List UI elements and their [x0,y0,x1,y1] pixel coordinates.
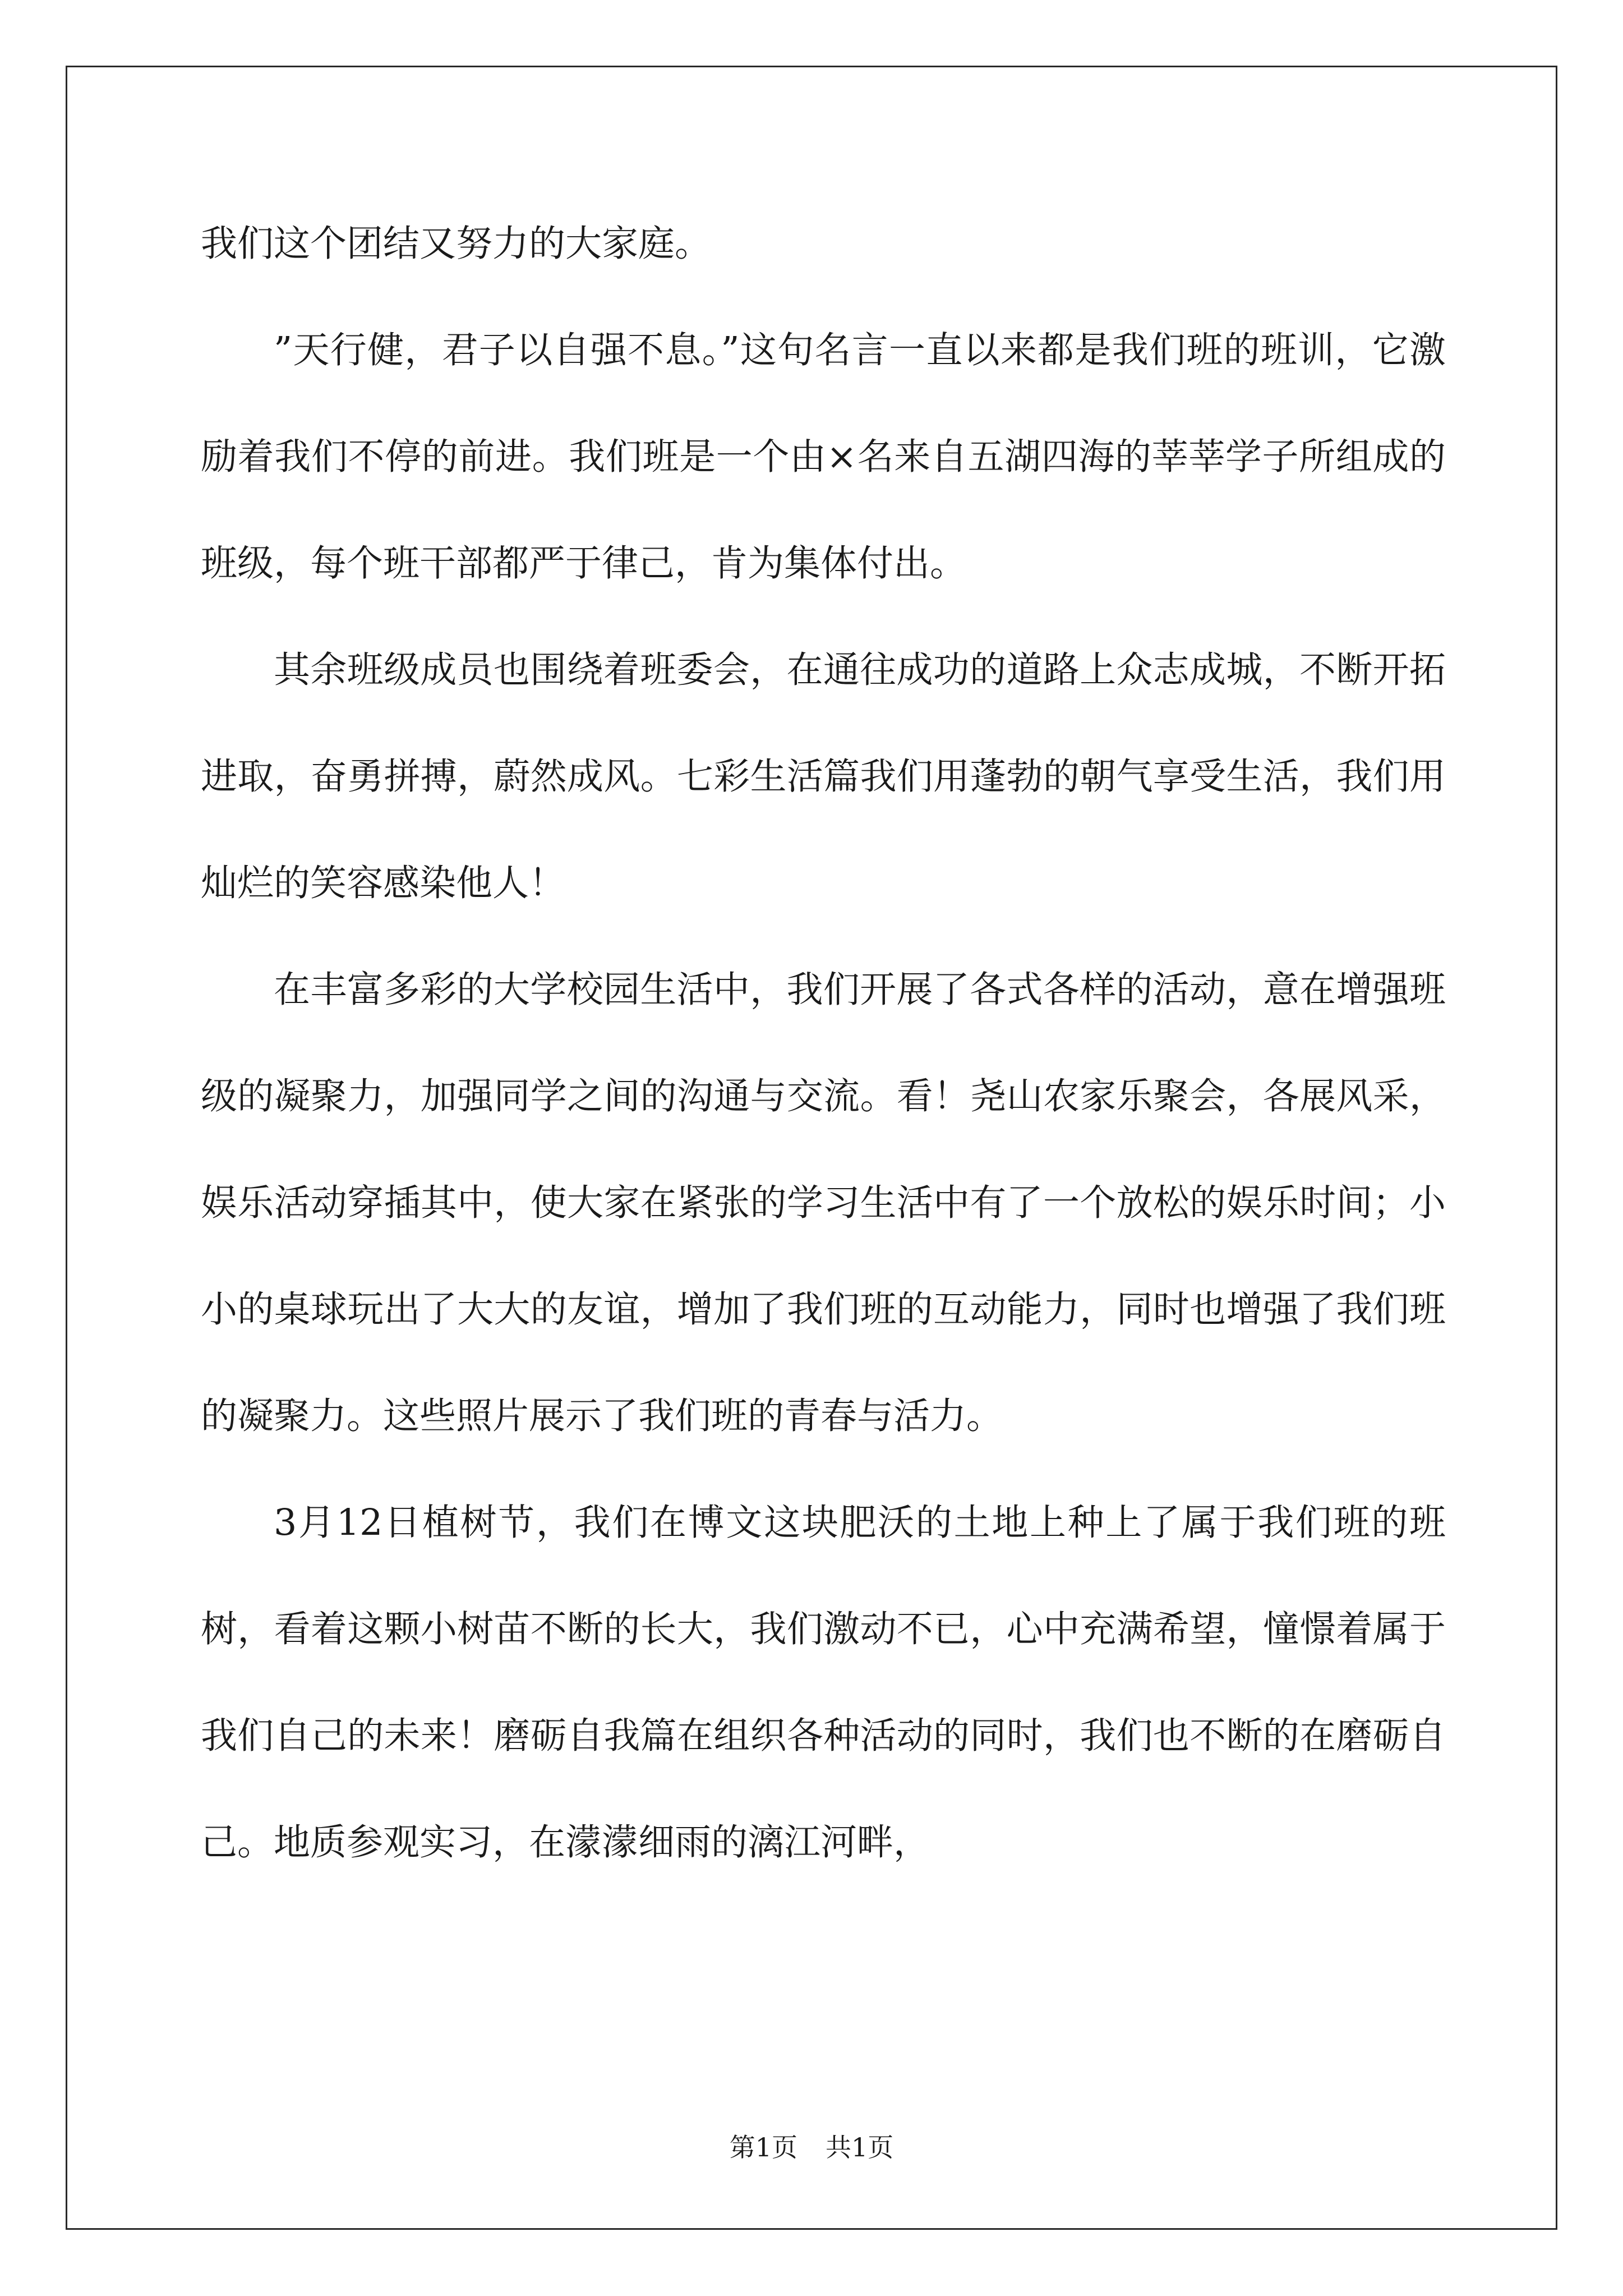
page-footer [0,2131,1623,2164]
paragraph-3: 其余班级成员也围绕着班委会，在通往成功的道路上众志成城，不断开拓进取，奋勇拼搏，蔚然成风。七彩生活篇我们用蓬勃的朝气享受生活，我们用灿烂的笑容感染他人！ [201,649,1446,904]
paragraph-2: ”天行健，君子以自强不息。”这句名言一直以来都是我们班的班训，它激励着我们不停的前进。我们班是一个由×名来自五湖四海的莘莘学子所组成的班级，每个班干部都严于律己，肯为集体付出。 [201,329,1446,585]
paragraph-1: 我们这个团结又努力的大家庭。 [201,223,712,265]
paragraph-4: 在丰富多彩的大学校园生活中，我们开展了各式各样的活动，意在增强班级的凝聚力，加强同学之间的沟通与交流。看！尧山农家乐聚会，各展风采，娱乐活动穿插其中，使大家在紧张的学习生活中有了一个放松的娱乐时间；小小的桌球玩出了大大的友谊，增加了我们班的互动能力，同时也增强了我们班的凝聚力。这些照片展示了我们班的青春与活力。 [201,969,1446,1437]
paragraph-5: 3月12日植树节，我们在博文这块肥沃的土地上种上了属于我们班的班树，看着这颗小树苗不断的长大，我们激动不已，心中充满希望，憧憬着属于我们自己的未来！磨砺自我篇在组织各种活动的同时，我们也不断的在磨砺自己。地质参观实习，在濛濛细雨的漓江河畔， [201,1502,1446,1864]
document-body [201,191,1446,1896]
page-number: 第1页 [729,2132,797,2162]
page-total: 共1页 [826,2132,894,2162]
